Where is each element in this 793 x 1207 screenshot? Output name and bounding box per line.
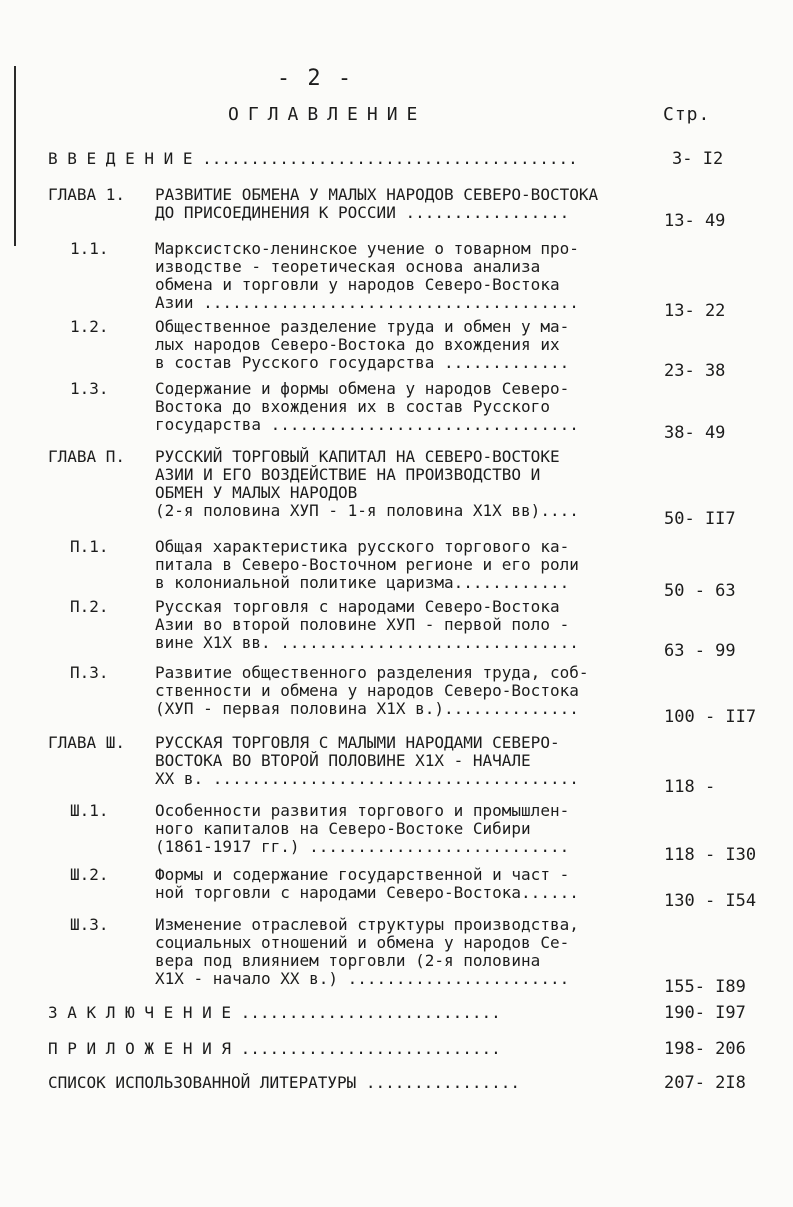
- entry-number: П.2.: [70, 597, 109, 616]
- entry-pages: 100 - II7: [664, 707, 757, 727]
- entry-title: [48, 1004, 501, 1022]
- entry-pages: 155- I89: [664, 977, 746, 997]
- entry-number: ГЛАВА Ш.: [48, 733, 126, 752]
- entry-title-line: изводстве - теоретическая основа анализа: [155, 257, 541, 276]
- entry-title-line: Развитие общественного разделения труда, соб-: [155, 663, 589, 682]
- entry-title-line: Изменение отраслевой структуры производства,: [155, 915, 579, 934]
- entry-pages: 13- 49: [664, 211, 726, 231]
- toc-title: ОГЛАВЛЕНИЕ: [228, 104, 427, 125]
- entry-title: [155, 598, 579, 652]
- entry-pages: 198- 206: [664, 1039, 746, 1059]
- entry-title: [155, 664, 588, 718]
- entry-title-line: Формы и содержание государственной и част -: [155, 865, 570, 884]
- entry-title: [155, 240, 579, 312]
- entry-number: ГЛАВА 1.: [48, 185, 126, 204]
- entry-pages: 23- 38: [664, 361, 726, 381]
- entry-title: [155, 380, 579, 434]
- entry-title-line: АЗИИ И ЕГО ВОЗДЕЙСТВИЕ НА ПРОИЗВОДСТВО И: [155, 465, 541, 484]
- entry-title: [155, 916, 579, 988]
- entry-number: Ш.1.: [70, 801, 109, 820]
- entry-title-line: ДО ПРИСОЕДИНЕНИЯ К РОССИИ .................: [155, 203, 570, 222]
- entry-title-line: Общественное разделение труда и обмен у ма-: [155, 317, 570, 336]
- pages-column-label: Стр.: [663, 104, 711, 125]
- entry-title-line: Азии .......................................: [155, 293, 579, 312]
- entry-title-line: Общая характеристика русского торгового ка-: [155, 537, 570, 556]
- entry-title-line: Х1Х - начало ХХ в.) .......................: [155, 969, 570, 988]
- entry-title-line: ВОСТОКА ВО ВТОРОЙ ПОЛОВИНЕ Х1Х - НАЧАЛЕ: [155, 751, 531, 770]
- entry-pages: 118 -: [664, 777, 716, 797]
- entry-pages: 207- 2I8: [664, 1073, 746, 1093]
- entry-pages: 118 - I30: [664, 845, 757, 865]
- entry-title: [155, 866, 579, 902]
- page-number: - 2 -: [276, 66, 354, 91]
- entry-pages: 13- 22: [664, 301, 726, 321]
- entry-title-line: в состав Русского государства .............: [155, 353, 570, 372]
- entry-title-line: П Р И Л О Ж Е Н И Я ...........................: [48, 1039, 501, 1058]
- entry-title-line: в колониальной политике царизма............: [155, 573, 570, 592]
- entry-title: [155, 448, 579, 520]
- entry-title-line: ОБМЕН У МАЛЫХ НАРОДОВ: [155, 483, 358, 502]
- entry-title-line: вера под влиянием торговли (2-я половина: [155, 951, 541, 970]
- entry-pages: 50- II7: [664, 509, 736, 529]
- entry-title-line: ХХ в. ......................................: [155, 769, 579, 788]
- entry-title-line: В В Е Д Е Н И Е .......................................: [48, 149, 578, 168]
- entry-title-line: З А К Л Ю Ч Е Н И Е ...........................: [48, 1003, 501, 1022]
- entry-pages: 190- I97: [664, 1003, 746, 1023]
- entry-title-line: РУССКИЙ ТОРГОВЫЙ КАПИТАЛ НА СЕВЕРО-ВОСТОКЕ: [155, 447, 560, 466]
- entry-title-line: Особенности развития торгового и промышлен-: [155, 801, 570, 820]
- entry-title-line: социальных отношений и обмена у народов Се-: [155, 933, 570, 952]
- entry-number: П.1.: [70, 537, 109, 556]
- entry-title-line: ной торговли с народами Северо-Востока......: [155, 883, 579, 902]
- entry-title-line: СПИСОК ИСПОЛЬЗОВАННОЙ ЛИТЕРАТУРЫ ................: [48, 1073, 521, 1092]
- entry-title: [155, 186, 598, 222]
- entry-number: 1.2.: [70, 317, 109, 336]
- entry-title-line: Востока до вхождения их в состав Русского: [155, 397, 550, 416]
- entry-title-line: обмена и торговли у народов Северо-Востока: [155, 275, 560, 294]
- entry-pages: 63 - 99: [664, 641, 736, 661]
- entry-title: [155, 318, 569, 372]
- entry-title-line: РУССКАЯ ТОРГОВЛЯ С МАЛЫМИ НАРОДАМИ СЕВЕРО-: [155, 733, 560, 752]
- entry-number: Ш.2.: [70, 865, 109, 884]
- entry-title-line: лых народов Северо-Востока до вхождения их: [155, 335, 560, 354]
- entry-title: [155, 734, 579, 788]
- entry-number: 1.3.: [70, 379, 109, 398]
- entry-title-line: Азии во второй половине ХУП - первой поло -: [155, 615, 570, 634]
- entry-title-line: Русская торговля с народами Северо-Востока: [155, 597, 560, 616]
- entry-title-line: Марксистско-ленинское учение о товарном про-: [155, 239, 579, 258]
- entry-title: [155, 802, 569, 856]
- entry-pages: 130 - I54: [664, 891, 757, 911]
- entry-title: [155, 538, 579, 592]
- entry-title-line: государства ................................: [155, 415, 579, 434]
- entry-title: [48, 150, 578, 168]
- entry-pages: 3- I2: [672, 149, 724, 169]
- entry-title-line: ственности и обмена у народов Северо-Востока: [155, 681, 579, 700]
- entry-title-line: ного капиталов на Северо-Востоке Сибири: [155, 819, 531, 838]
- entry-number: 1.1.: [70, 239, 109, 258]
- entry-title: [48, 1074, 520, 1092]
- entry-pages: 50 - 63: [664, 581, 736, 601]
- entry-title-line: (1861-1917 гг.) ...........................: [155, 837, 570, 856]
- entry-pages: 38- 49: [664, 423, 726, 443]
- entry-number: ГЛАВА П.: [48, 447, 126, 466]
- entry-title-line: Содержание и формы обмена у народов Северо-: [155, 379, 570, 398]
- entry-title: [48, 1040, 501, 1058]
- entry-number: П.3.: [70, 663, 109, 682]
- left-margin-line: [14, 66, 16, 246]
- entry-number: Ш.3.: [70, 915, 109, 934]
- entry-title-line: (ХУП - первая половина Х1Х в.)..............: [155, 699, 579, 718]
- entry-title-line: питала в Северо-Восточном регионе и его роли: [155, 555, 579, 574]
- entry-title-line: (2-я половина ХУП - 1-я половина Х1Х вв)....: [155, 501, 579, 520]
- entry-title-line: РАЗВИТИЕ ОБМЕНА У МАЛЫХ НАРОДОВ СЕВЕРО-ВОСТОКА: [155, 185, 599, 204]
- entry-title-line: вине Х1Х вв. ...............................: [155, 633, 579, 652]
